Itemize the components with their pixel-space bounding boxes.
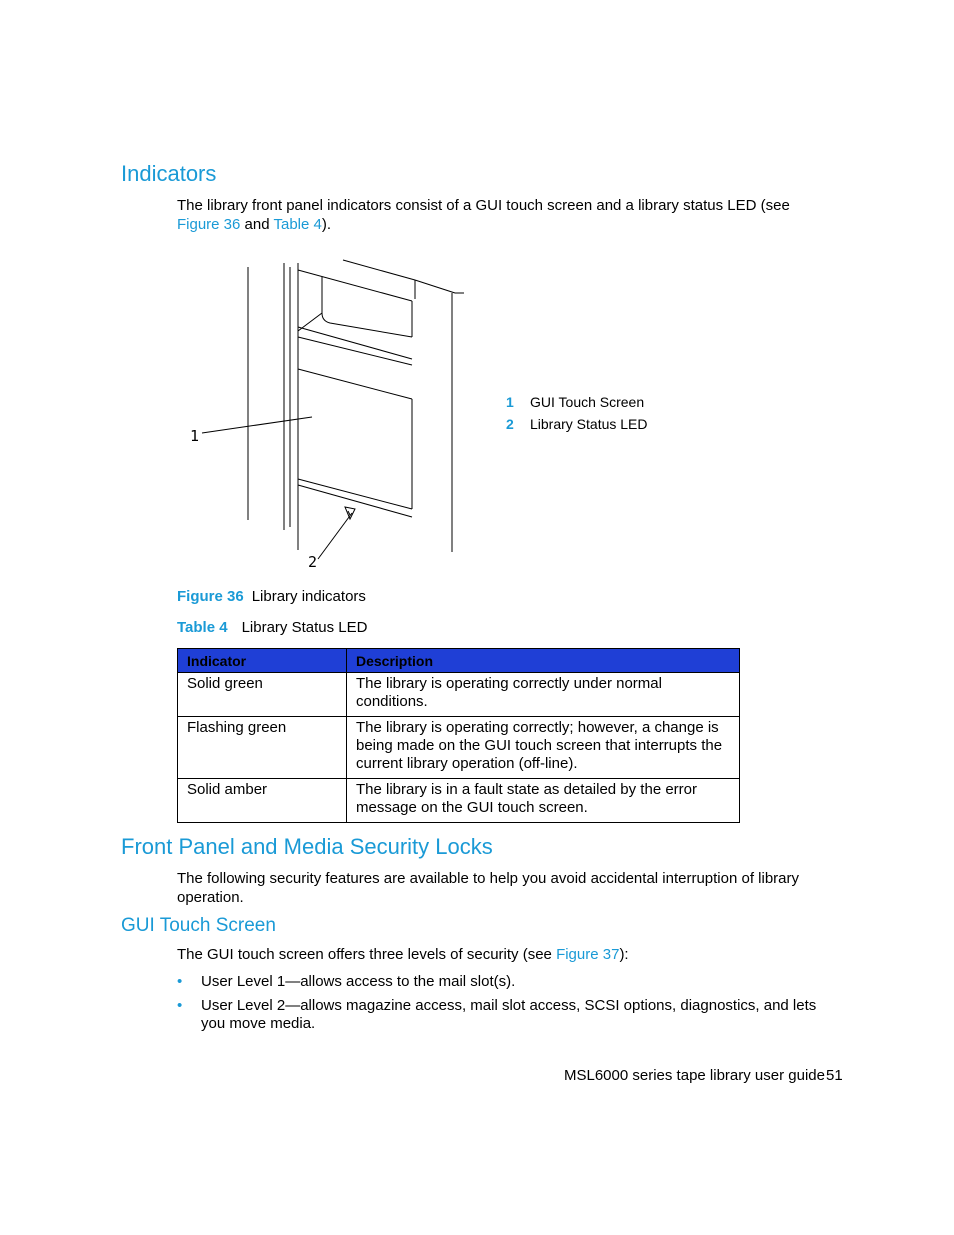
legend-number: 1	[506, 394, 514, 410]
list-item	[177, 997, 839, 1033]
gui-paragraph	[177, 945, 837, 964]
library-front-panel-drawing	[180, 255, 480, 575]
list-item-text: User Level 2—allows magazine access, mail slot access, SCSI options, diagnostics, and lets you move media.	[201, 997, 817, 1032]
paragraph-text: ).	[321, 216, 332, 233]
legend-item	[506, 413, 648, 435]
paragraph-text: The GUI touch screen offers three levels of security (see	[177, 946, 552, 963]
table-header-row	[178, 649, 740, 673]
table-row	[178, 779, 740, 823]
legend-label: Library Status LED	[530, 416, 648, 432]
figure-36-link[interactable]: Figure 36	[177, 216, 241, 233]
paragraph-text: and	[244, 216, 270, 233]
indicators-paragraph	[177, 196, 817, 234]
column-header-indicator: Indicator	[178, 649, 347, 673]
table-row	[178, 673, 740, 717]
security-paragraph: The following security features are available to help you avoid accidental interruption of library operation.	[177, 870, 800, 906]
figure-caption-label: Figure 36	[177, 588, 244, 605]
list-item-text: User Level 1—allows access to the mail slot(s).	[201, 973, 516, 990]
description-cell: The library is operating correctly; however, a change is being made on the GUI touch screen that interrupts the current library operation (off-line).	[347, 717, 740, 779]
description-cell: The library is in a fault state as detailed by the error message on the GUI touch screen.	[347, 779, 740, 823]
bullet-icon: •	[177, 997, 183, 1014]
section-heading-security-locks: Front Panel and Media Security Locks	[121, 834, 493, 859]
legend-label: GUI Touch Screen	[530, 394, 645, 410]
description-cell: The library is operating correctly under normal conditions.	[347, 673, 740, 717]
figure-caption-text: Library indicators	[251, 588, 366, 605]
figure-legend	[506, 391, 648, 435]
figure-37-link[interactable]: Figure 37	[556, 946, 620, 963]
bullet-icon: •	[177, 973, 183, 990]
callout-1: 1	[190, 427, 200, 445]
page-number: 51	[826, 1067, 843, 1084]
table-caption	[177, 618, 367, 637]
legend-number: 2	[506, 416, 514, 432]
paragraph-text: ):	[619, 946, 629, 963]
indicator-cell: Solid green	[178, 673, 347, 717]
paragraph-text: The library front panel indicators consist of a GUI touch screen and a library status LED (see	[177, 197, 790, 214]
footer-title: MSL6000 series tape library user guide	[564, 1067, 825, 1084]
column-header-description: Description	[347, 649, 740, 673]
table-row	[178, 717, 740, 779]
legend-item	[506, 391, 648, 413]
list-item	[177, 973, 839, 991]
table-caption-label: Table 4	[177, 619, 228, 636]
table-caption-text: Library Status LED	[241, 619, 368, 636]
subheading-gui-touch-screen: GUI Touch Screen	[121, 915, 276, 936]
indicator-cell: Solid amber	[178, 779, 347, 823]
library-status-led-table	[177, 648, 740, 823]
indicator-cell: Flashing green	[178, 717, 347, 779]
security-levels-list	[177, 973, 839, 1039]
callout-2: 2	[308, 553, 318, 571]
table-4-link[interactable]: Table 4	[273, 216, 322, 233]
section-heading-indicators: Indicators	[121, 161, 217, 186]
figure-caption	[177, 587, 366, 606]
